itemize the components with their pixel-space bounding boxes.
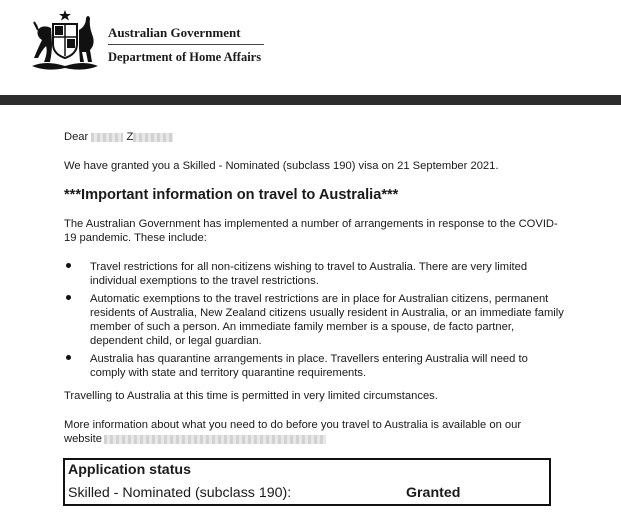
commonwealth-coat-of-arms-icon: [26, 8, 104, 74]
government-name: Australian Government: [108, 25, 241, 40]
arrangements-list: [64, 260, 564, 384]
website-label: website: [64, 433, 102, 445]
department-name: Department of Home Affairs: [108, 50, 262, 64]
salutation: [64, 130, 173, 144]
status-badge: Granted: [406, 485, 461, 501]
more-info-text: More information about what you need to do before you travel to Australia is available on our: [64, 419, 522, 431]
bullet-icon: [66, 263, 71, 268]
travel-note: Travelling to Australia at this time is permitted in very limited circumstances.: [64, 390, 438, 402]
agency-divider: [108, 44, 264, 45]
redacted-first-name: [91, 133, 123, 142]
surname-initial: Z: [126, 131, 134, 143]
letterhead: [0, 0, 621, 95]
bullet-icon: [66, 355, 71, 360]
status-row-label: Skilled - Nominated (subclass 190):: [68, 485, 292, 501]
agency-name: [108, 25, 264, 65]
application-status-box: [63, 458, 551, 506]
grant-sentence: We have granted you a Skilled - Nominated (subclass 190) visa on 21 September 2021.: [64, 160, 499, 172]
important-heading: ***Important information on travel to Australia***: [64, 187, 399, 203]
list-item: Travel restrictions for all non-citizens wishing to travel to Australia. There are very limited individual exemptions to the travel restrictions.: [64, 260, 564, 288]
list-item: Australia has quarantine arrangements in place. Travellers entering Australia will need to comply with state and territory quarantine requirements.: [64, 352, 564, 380]
status-title: Application status: [68, 462, 191, 478]
header-band: [0, 95, 621, 105]
list-item: Automatic exemptions to the travel restrictions are in place for Australian citizens, permanent residents of Australia, New Zealand citizens usually resident in Australia, or an immediate family member of such a person. An immediate family member is a spouse, de facto partner, dependent child, or legal guardian.: [64, 292, 564, 348]
intro-paragraph: The Australian Government has implemented a number of arrangements in response to the COVID-19 pandemic. These include:: [64, 218, 558, 244]
more-info-paragraph: [64, 418, 559, 446]
salutation-word: Dear: [64, 131, 89, 143]
bullet-icon: [66, 295, 71, 300]
redacted-surname: [133, 133, 173, 142]
redacted-website-link[interactable]: [104, 435, 326, 444]
